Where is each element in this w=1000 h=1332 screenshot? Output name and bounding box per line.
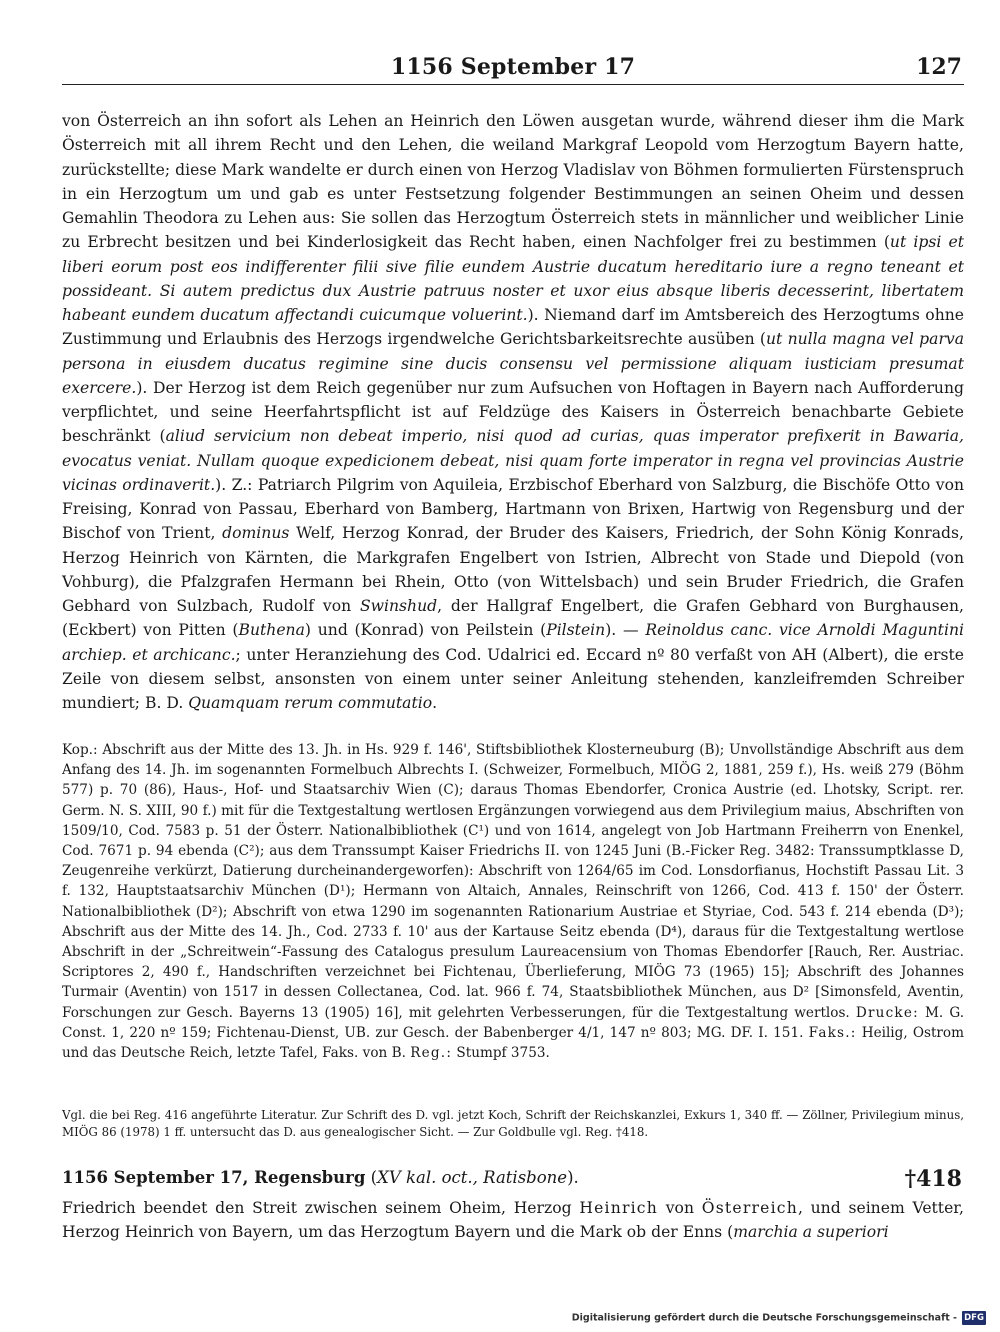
latin-word: dominus — [222, 524, 290, 543]
text-run: ; unter Heranziehung des Cod. Udalrici ed. Eccard nº 80 verfaßt von AH (Albert), die erste Zeile von diesem selbst, ansonsten von einem unter seiner Anleitung stehenden, kanzleifremden Schreiber mundiert; B. D. — [62, 645, 965, 712]
regest-continuation — [62, 109, 964, 715]
running-head-date: 1156 September 17 — [390, 54, 636, 80]
text-run: ). — — [605, 621, 646, 640]
chancery-note: Reinoldus canc. vice Arnoldi Maguntini archiep. et archicanc. — [62, 621, 964, 664]
entry-number: †418 — [904, 1166, 962, 1192]
latin-quote: ut nulla magna vel parva persona in eiusdem ducatus regimine sine ducis consensu vel permissione aliquam iusticiam presumat exercere. — [62, 330, 964, 397]
entry-text — [62, 1196, 964, 1245]
latin-date: XV kal. oct., Ratisbone — [377, 1168, 568, 1187]
latin-word: Buthena — [238, 621, 305, 640]
drucke-text: M. G. Const. 1, 220 nº 159; Fichtenau-Dienst, UB. zur Gesch. der Babenberger 4/1, 147 nº 803; MG. DF. I. 151. — [62, 1004, 965, 1041]
text-run: ). Z.: Patriarch Pilgrim von Aquileia, Erzbischof Eberhard von Salzburg, die Bischöfe Otto von Freising, Konrad von Passau, Eberhard von Bamberg, Hartmann von Brixen, Hartwig von Regensburg und der Bischof von Trient, — [62, 475, 965, 543]
page-header — [62, 52, 964, 85]
latin-word: Swinshud — [359, 597, 438, 615]
drucke-label: Drucke: — [855, 1004, 919, 1021]
reg-label: Reg.: — [410, 1045, 453, 1062]
text-run: von Österreich an ihn sofort als Lehen an Heinrich den Löwen ausgetan wurde, während dieser ihm die Mark Österreich mit all ihrem Recht und den Lehen, die weiland Markgraf Leopold vom Herzogtum Bayern hatte, zurückstellte; diese Mark wandelte er durch einen von Herzog Vladislav von Böhmen formulierten Fürstenspruch in ein Herzogtum um und gab es unter Festsetzung folgender Bestimmungen an seinen Oheim und dessen Gemahlin Theodora zu Lehen aus: Sie sollen das Herzogtum Österreich stets in männlicher und weiblicher Linie zu Erbrecht besitzen und bei Kinderlosigkeit das Recht haben, einen Nachfolger frei zu bestimmen ( — [62, 112, 964, 252]
latin-word: Pilstein — [546, 621, 606, 640]
entry-date: 1156 September 17, Regensburg — [62, 1168, 366, 1187]
literature-paragraph: Vgl. die bei Reg. 416 angeführte Literatur. Zur Schrift des D. vgl. jetzt Koch, Schrift der Reichskanzlei, Exkurs 1, 340 ff. — Zöllner, Privilegium minus, MIÖG 86 (1978) 1 ff. untersucht das D. aus genealogischer Sicht. — Zur Goldbulle vgl. Reg. †418. — [62, 1108, 964, 1139]
digitization-footer — [572, 1311, 986, 1327]
latin-quote: aliud servicium non debeat imperio, nisi quod ad curias, quas imperator prefixerit in Bawaria, evocatus veniat. Nullam quoque expedicionem debeat, nisi quam forte imperator in regna vel provincias Austrie vicinas ordinaverit. — [62, 427, 964, 494]
entry-heading — [62, 1168, 964, 1194]
latin-quote: marchia a superiori — [733, 1223, 889, 1242]
entry-paragraph — [62, 1196, 964, 1245]
text-run: von — [658, 1199, 702, 1217]
reg-text: Stumpf 3753. — [452, 1045, 550, 1062]
kop-text: Kop.: Abschrift aus der Mitte des 13. Jh. in Hs. 929 f. 146', Stiftsbibliothek Klosterneuburg (B); Unvollständige Abschrift aus dem Anfang des 14. Jh. im sogenannten Formelbuch Albrechts I. (Schweizer, Formelbuch, MIÖG 2, 1881, 259 f.), Hs. weiß 279 (Böhm 577) p. 70 (86), Haus-, Hof- und Staatsarchiv Wien (C); daraus Thomas Ebendorfer, Cronica Austrie (ed. Lhotsky, Script. rer. Germ. N. S. XIII, 90 f.) mit für die Textgestaltung wertlosen Ergänzungen vorwiegend aus dem Privilegium maius, Abschriften von 1509/10, Cod. 7583 p. 51 der Österr. Nationalbibliothek (C¹) und von 1614, angelegt von Job Hartmann Freiherrn von Enenkel, Cod. 7671 p. 94 ebenda (C²); aus dem Transsumpt Kaiser Friedrichs II. von 1245 Juni (B.-Ficker Reg. 3482: Transsumptklasse D, Zeugenreihe verkürzt, Datierung durcheinandergeworfen): Abschrift von 1264/65 im Cod. Lonsdorfianus, Hochstift Passau Lit. 3 f. 132, Hauptstaatsarchiv München (D¹); Hermann von Altaich, Annales, Reinschrift von 1266, Cod. 413 f. 150' der Österr. Nationalbibliothek (D²); Abschrift von etwa 1290 im sogenannten Rationarium Austriae et Styriae, Cod. 543 f. 214 ebenda (D³); Abschrift aus der Mitte des 14. Jh., Cod. 2733 f. 10' aus der Kartause Seitz ebenda (D⁴), daraus für die Textgestaltung wertlose Abschrift in der „Schreitwein“-Fassung des Catalogus presulum Laureacensium von Thomas Ebendorfer [Rauch, Rer. Austriac. Scriptores 2, 490 f., Handschriften verzeichnet bei Fichtenau, Überlieferung, MIÖG 73 (1965) 15]; Abschrift des Johannes Turmair (Aventin) von 1517 in dessen Collectanea, Cod. lat. 966 f. 74, Staatsbibliothek München, aus D² [Simonsfeld, Aventin, Forschungen zur Gesch. Bayerns 13 (1905) 16], mit gelehrten Verbesserungen, für die Textgestaltung wertlos. — [62, 742, 964, 1021]
faks-text: Heilig, Ostrom und das Deutsche Reich, letzte Tafel, Faks. von B. — [62, 1024, 965, 1062]
faks-label: Faks.: — [808, 1024, 857, 1041]
entry-date-place — [62, 1168, 579, 1187]
text-run: , der Hallgraf Engelbert, die Grafen Gebhard von Burghausen, (Eckbert) von Pitten ( — [62, 597, 964, 640]
footer-credit: Digitalisierung gefördert durch die Deutsche Forschungsgemeinschaft - — [571, 1312, 957, 1324]
dfg-logo: DFG — [962, 1311, 986, 1325]
text-run: ). Der Herzog ist dem Reich gegenüber nur zum Aufsuchen von Hoftagen in Bayern nach Aufforderung verpflichtet, und seine Heerfahrtspflicht ist auf Feldzüge des Kaisers in Österreich benachbarte Gebiete beschränkt ( — [62, 378, 964, 446]
text-run: , und seinem Vetter, Herzog Heinrich von Bayern, um das Herzogtum Bayern und die Mark ob der Enns ( — [62, 1199, 965, 1242]
text-run: Friedrich beendet den Streit zwischen seinem Oheim, Herzog — [62, 1199, 580, 1217]
incipit: Quamquam rerum commutatio — [188, 694, 433, 712]
spaced-name: Österreich — [701, 1199, 798, 1217]
text-run: ) und (Konrad) von Peilstein ( — [304, 621, 547, 640]
apparatus-paragraph — [62, 740, 964, 1063]
latin-quote: ut ipsi et liberi eorum post eos indifferenter filii sive filie eundem Austrie ducatum hereditario iure a regno teneant et possideant. Si autem predictus dux Austrie patruus noster et uxor eius absque liberis decesserint, libertatem habeant eundem ducatum affectandi cuicumque voluerint. — [62, 233, 964, 324]
text-run: Welf, Herzog Konrad, der Bruder des Kaisers, Friedrich, der Sohn König Konrads, Herzog Heinrich von Kärnten, die Markgrafen Engelbert von Istrien, Albrecht von Stade und Diepold (von Vohburg), die Pfalzgrafen Hermann bei Rhein, Otto (von Wittelsbach) und sein Bruder Friedrich, die Grafen Gebhard von Sulzbach, Rudolf von — [62, 524, 964, 615]
spaced-name: Heinrich — [579, 1199, 658, 1217]
literature-note — [62, 1107, 964, 1140]
copies-apparatus — [62, 740, 964, 1063]
paren-open: ( — [365, 1168, 378, 1187]
page-number: 127 — [916, 54, 962, 80]
paren-close: ). — [567, 1168, 579, 1187]
text-run: . — [432, 694, 438, 712]
text-run: ). Niemand darf im Amtsbereich des Herzogtums ohne Zustimmung und Erlaubnis des Herzogs irgendwelche Gerichtsbarkeitsrechte ausüben ( — [62, 306, 965, 349]
regest-paragraph — [62, 109, 964, 715]
